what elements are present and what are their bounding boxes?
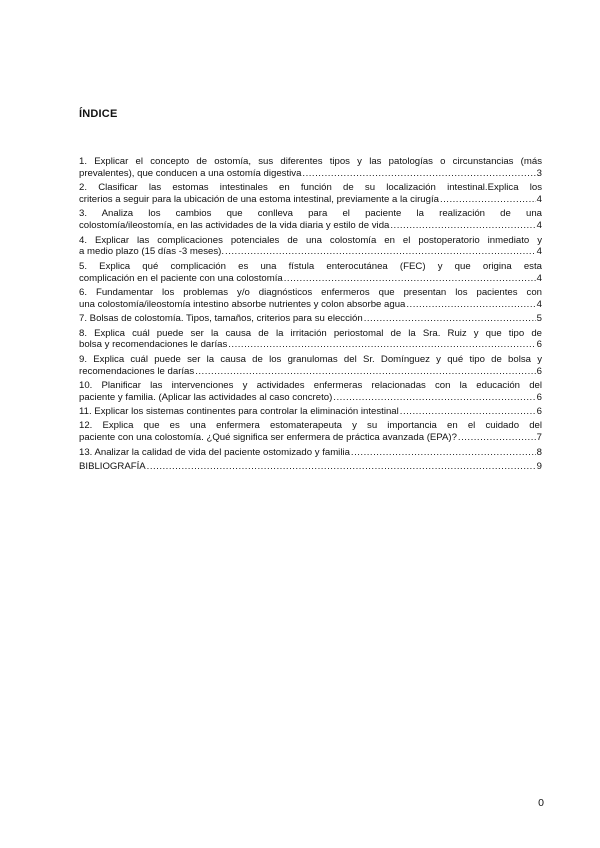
toc-entry-page: 5 — [536, 313, 542, 325]
toc-entry-title: BIBLIOGRAFÍA — [79, 461, 146, 473]
toc-entry[interactable] — [79, 447, 542, 459]
toc-entry-line: 1. Explicar el concepto de ostomía, sus diferentes tipos y las patologías o circunstancias (más — [79, 156, 542, 167]
toc-entry-leader-line — [79, 194, 542, 206]
toc-entry-line: 10. Planificar las intervenciones y actividades enfermeras relacionadas con la educación del — [79, 379, 542, 391]
toc-entry-title: 13. Analizar la calidad de vida del paciente ostomizado y familia — [79, 446, 350, 458]
toc-entry-leader-line — [79, 461, 542, 473]
toc-entry-page: 7 — [536, 432, 542, 444]
dot-leader — [458, 432, 536, 444]
toc-entry-leader-line — [79, 273, 542, 285]
toc-entry-line: 2. Clasificar las estomas intestinales en función de su localización intestinal.Explica los — [79, 182, 542, 194]
toc-entry-page: 9 — [536, 461, 542, 473]
dot-leader — [390, 220, 535, 232]
page-number: 0 — [538, 797, 544, 809]
toc-entry[interactable] — [79, 420, 542, 444]
toc-entry-leader-line — [79, 246, 542, 258]
toc-entry-page: 6 — [536, 391, 542, 403]
dot-leader — [284, 273, 536, 285]
toc-entry-title: criterios a seguir para la ubicación de una estoma intestinal, previamente a la cirugía — [79, 193, 439, 205]
toc-entry[interactable] — [79, 208, 542, 232]
toc-entry[interactable] — [79, 156, 542, 180]
toc-entry-line: 4. Explicar las complicaciones potenciales de una colostomía en el postoperatorio inmediato y — [79, 234, 542, 246]
toc-entry[interactable] — [79, 287, 542, 311]
toc-entry-page: 4 — [536, 220, 542, 232]
dot-leader — [406, 299, 535, 311]
toc-entry-leader-line — [79, 299, 542, 311]
toc-entry[interactable] — [79, 406, 542, 418]
toc-entry[interactable] — [79, 182, 542, 206]
dot-leader — [364, 313, 536, 325]
dot-leader — [147, 461, 536, 473]
toc-entry-title: a medio plazo (15 días -3 meses). — [79, 246, 225, 258]
toc-entry-leader-line — [79, 220, 542, 232]
dot-leader — [440, 194, 536, 206]
toc-entry-title: bolsa y recomendaciones le darías — [79, 339, 228, 351]
toc-entry-title: complicación en el paciente con una colostomía — [79, 272, 283, 284]
toc-entry-line: 5. Explica qué complicación es una fístula enterocutánea (FEC) y que origina esta — [79, 260, 542, 272]
toc-entry-page: 4 — [536, 298, 542, 310]
dot-leader — [302, 168, 535, 180]
page-title: ÍNDICE — [79, 108, 118, 120]
toc-entry-leader-line — [79, 392, 542, 404]
toc-entry-leader-line — [79, 313, 542, 325]
toc-entry-leader-line — [79, 406, 542, 418]
toc-entry[interactable] — [79, 261, 542, 285]
toc-entry-title: paciente y familia. (Aplicar las actividades al caso concreto) — [79, 391, 333, 403]
toc-entry-line: 3. Analiza los cambios que conlleva para el paciente la realización de una — [79, 208, 542, 220]
toc-entry-leader-line — [79, 447, 542, 459]
toc-entry-line: 12. Explica que es una enfermera estomaterapeuta y su importancia en el cuidado del — [79, 420, 542, 432]
toc-entry-title: recomendaciones le darías — [79, 365, 195, 377]
toc-entry-page: 3 — [536, 167, 542, 179]
toc-entry[interactable] — [79, 313, 542, 325]
toc-entry-page: 6 — [536, 339, 542, 351]
toc-entry-title: paciente con una colostomía. ¿Qué significa ser enfermera de práctica avanzada (EPA)? — [79, 432, 457, 444]
toc-entry-page: 6 — [536, 365, 542, 377]
toc-entry-page: 4 — [536, 272, 542, 284]
toc-entry-page: 4 — [536, 193, 542, 205]
toc-entry-leader-line — [79, 366, 542, 378]
toc-entry-page: 4 — [536, 246, 542, 258]
toc-entry-title: colostomía/ileostomía, en las actividades de la vida diaria y estilo de vida — [79, 220, 390, 232]
toc-entry[interactable] — [79, 380, 542, 404]
toc-entry-line: 6. Fundamentar los problemas y/o diagnósticos enfermeros que presentan los pacientes con — [79, 286, 542, 298]
toc-entry-leader-line — [79, 339, 542, 351]
dot-leader — [400, 406, 536, 418]
toc-entry[interactable] — [79, 354, 542, 378]
table-of-contents — [79, 156, 542, 475]
dot-leader — [225, 246, 536, 258]
toc-entry-title: una colostomía/ileostomía intestino absorbe nutrientes y colon absorbe agua — [79, 298, 406, 310]
toc-entry-title: prevalentes), que conducen a una ostomía digestiva — [79, 167, 302, 179]
dot-leader — [351, 447, 536, 459]
toc-entry-line: 9. Explica cuál puede ser la causa de los granulomas del Sr. Domínguez y qué tipo de bolsa y — [79, 353, 542, 365]
toc-entry[interactable] — [79, 461, 542, 473]
toc-entry[interactable] — [79, 328, 542, 352]
toc-entry[interactable] — [79, 235, 542, 259]
toc-entry-leader-line — [79, 168, 542, 180]
dot-leader — [333, 392, 535, 404]
toc-entry-title: 11. Explicar los sistemas continentes para controlar la eliminación intestinal — [79, 406, 399, 418]
toc-entry-line: 8. Explica cuál puede ser la causa de la irritación periostomal de la Sra. Ruiz y que tipo de — [79, 327, 542, 339]
dot-leader — [195, 366, 535, 378]
toc-entry-page: 8 — [536, 446, 542, 458]
toc-entry-title: 7. Bolsas de colostomía. Tipos, tamaños, criterios para su elección — [79, 313, 363, 325]
dot-leader — [228, 339, 535, 351]
toc-entry-leader-line — [79, 432, 542, 444]
toc-entry-page: 6 — [536, 406, 542, 418]
